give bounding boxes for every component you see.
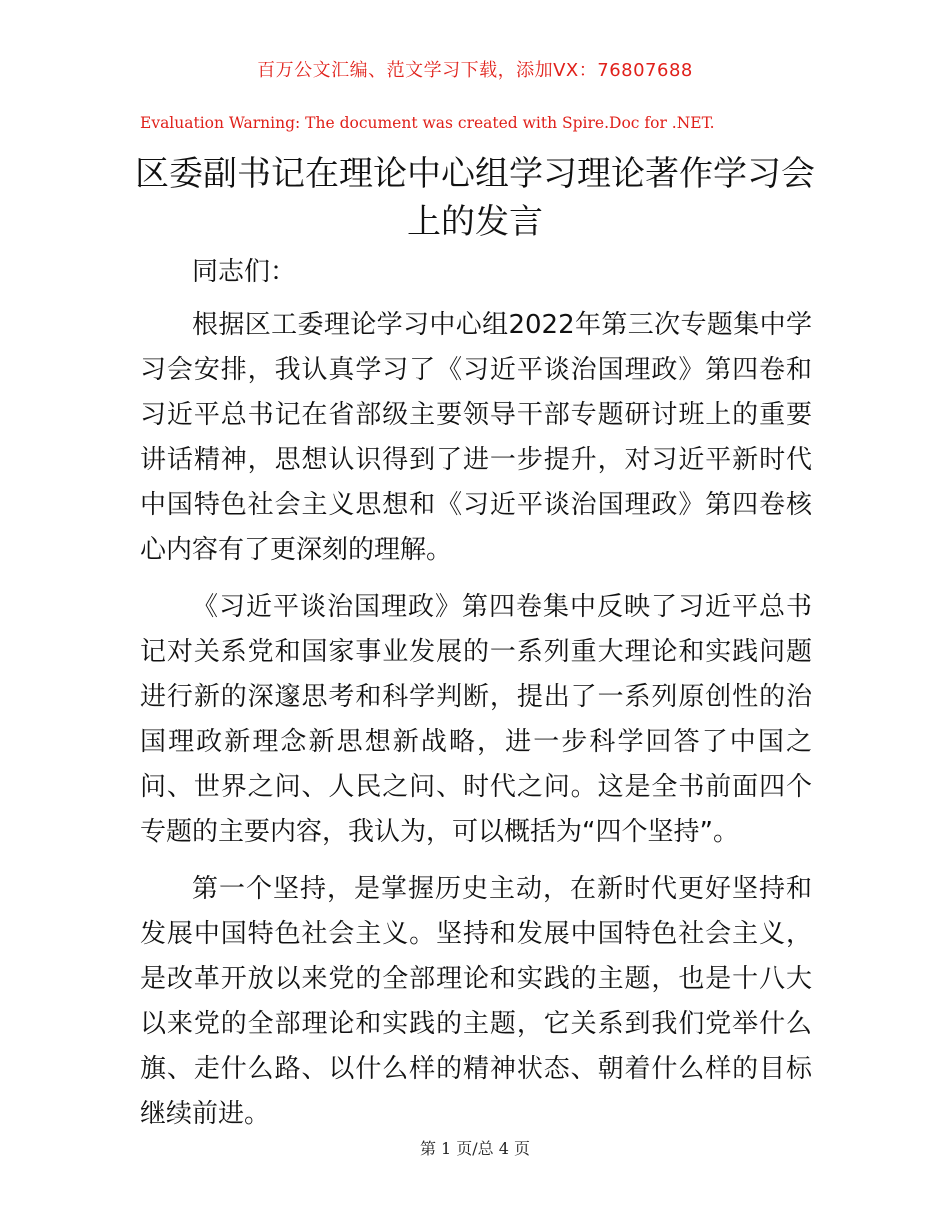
document-title: 区委副书记在理论中心组学习理论著作学习会上的发言: [135, 154, 815, 242]
evaluation-warning: Evaluation Warning: The document was created with Spire.Doc for .NET.: [140, 114, 715, 132]
body-paragraph: 第一个坚持，是掌握历史主动，在新时代更好坚持和发展中国特色社会主义。坚持和发展中国特色社会主义，是改革开放以来党的全部理论和实践的主题，也是十八大以来党的全部理论和实践的主题，它关系到我们党举什么旗、走什么路、以什么样的精神状态、朝着什么样的目标继续前进。: [140, 874, 812, 1129]
promo-banner: 百万公文汇编、范文学习下载，添加VX：76807688: [257, 60, 693, 81]
page-footer: 第 1 页/总 4 页: [419, 1139, 531, 1158]
document-body: [140, 250, 812, 1149]
body-paragraph: 《习近平谈治国理政》第四卷集中反映了习近平总书记对关系党和国家事业发展的一系列重大理论和实践问题进行新的深邃思考和科学判断，提出了一系列原创性的治国理政新理念新思想新战略，进一步科学回答了中国之问、世界之问、人民之问、时代之问。这是全书前面四个专题的主要内容，我认为，可以概括为“四个坚持”。: [140, 592, 812, 847]
salutation: 同志们：: [192, 257, 297, 287]
body-paragraph: 根据区工委理论学习中心组2022年第三次专题集中学习会安排，我认真学习了《习近平谈治国理政》第四卷和习近平总书记在省部级主要领导干部专题研讨班上的重要讲话精神，思想认识得到了进一步提升，对习近平新时代中国特色社会主义思想和《习近平谈治国理政》第四卷核心内容有了更深刻的理解。: [140, 310, 812, 565]
